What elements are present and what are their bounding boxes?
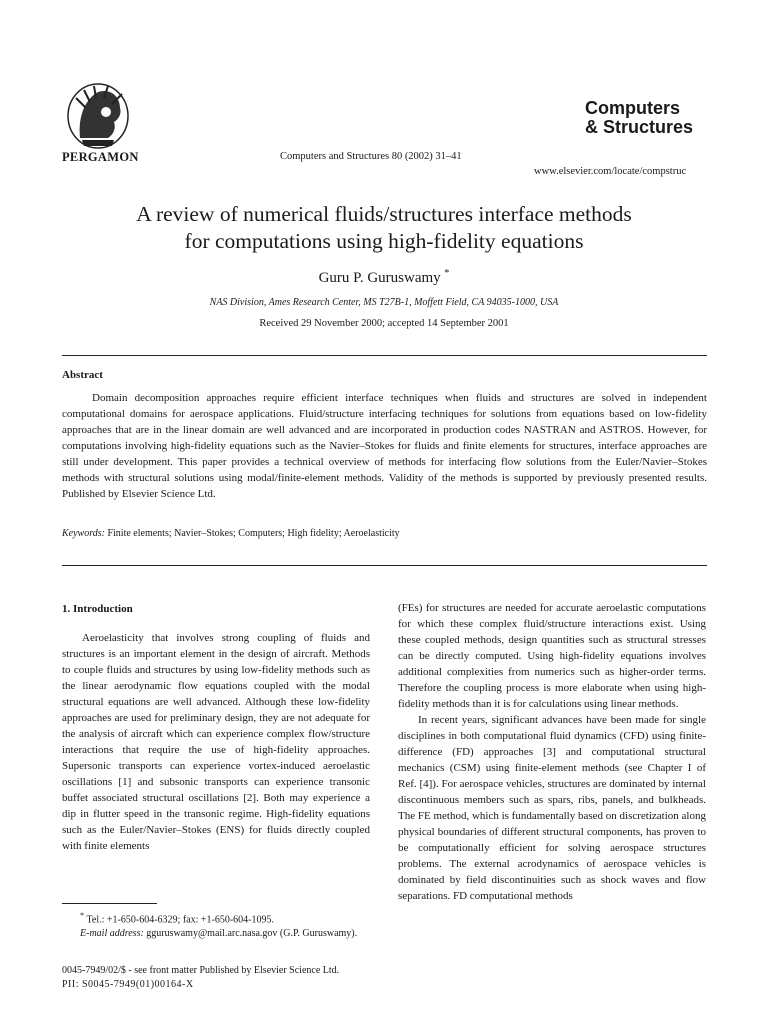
top-divider <box>62 355 707 356</box>
keywords-list: Finite elements; Navier–Stokes; Computers; High fidelity; Aeroelasticity <box>107 528 400 539</box>
brand-line-1: Computers <box>585 98 681 118</box>
footnote <box>62 909 370 941</box>
footnote-email-label: E-mail address: <box>80 928 144 940</box>
abstract-divider <box>62 565 707 566</box>
article-title <box>0 201 768 255</box>
author-affiliation: NAS Division, Ames Research Center, MS T27B-1, Moffett Field, CA 94035-1000, USA <box>209 297 559 308</box>
article-dates: Received 29 November 2000; accepted 14 September 2001 <box>259 318 509 329</box>
author-line <box>0 268 768 287</box>
journal-citation: Computers and Structures 80 (2002) 31–41 <box>280 151 462 162</box>
footnote-email[interactable]: gguruswamy@mail.arc.nasa.gov (G.P. Guruswamy). <box>146 928 358 940</box>
author-name: Guru P. Guruswamy <box>318 270 441 286</box>
right-column-paragraph-1: (FEs) for structures are needed for accurate aeroelastic computations for which these complex fluid/structure interactions exist. Using these coupled methods, design quantities such as structural stresses can be directly computed. Using high-fidelity equations involves additional complexities from numerics such as higher-order terms. Therefore the coupling process is more elaborate when using high-fidelity methods than it is for calculations using linear methods. <box>398 602 706 710</box>
footnote-mark: * <box>80 911 85 920</box>
front-matter-line: 0045-7949/02/$ - see front matter Published by Elsevier Science Ltd. <box>62 965 340 976</box>
publisher-name: PERGAMON <box>62 150 139 164</box>
footnote-divider <box>62 903 157 904</box>
journal-url[interactable]: www.elsevier.com/locate/compstruc <box>534 166 687 177</box>
author-footnote-mark[interactable]: * <box>444 268 450 279</box>
brand-line-2: & Structures <box>585 117 694 137</box>
section-heading: 1. Introduction <box>62 603 133 615</box>
keywords-label: Keywords: <box>62 528 105 539</box>
right-column-paragraph-2: In recent years, significant advances have been made for single disciplines in both computational fluid dynamics (CFD) using finite-difference (FD) approaches [3] and computational structural mechanics (CSM) using finite-element methods (see Chapter I of Ref. [4]). For aerospace vehicles, structures are dominated by internal discontinuous members such as spars, ribs, panels, and bulkheads. The FE method, which is fundamentally based on discretization along physical boundaries of different structural components, has proven to be computationally efficient for solving aerospace structures problems. The external acrodynamics of aerospace vehicles is dominated by field discontinuities such as shock waves and flow separations. FD computational methods <box>398 714 706 902</box>
journal-brand <box>585 99 693 137</box>
title-line-1: A review of numerical fluids/structures interface methods <box>136 202 632 226</box>
abstract-text: Domain decomposition approaches require efficient interface techniques when fluids and structures are solved in independent computational domains for aerospace applications. Fluid/structure interfacing techniques for solutions from equations based on low-fidelity approaches that are in the linear domain are well advanced and are incorporated in production codes NASTRAN and ASTROS. However, for computations involving high-fidelity equations such as the Navier–Stokes for fluids and finite elements for structures, interface approaches are still under development. This paper provides a technical overview of methods for interfacing flow solutions from the Euler/Navier–Stokes methods with structural solutions using modal/finite-element methods. Validity of the methods is supported by previously presented results. Published by Elsevier Science Ltd. <box>62 392 707 500</box>
left-column-paragraph: Aeroelasticity that involves strong coupling of fluids and structures is an important element in the design of aircraft. Methods to couple fluids and structures by using low-fidelity methods such as the linear aerodynamic flow equations coupled with the modal structural equations are well advanced. Although these low-fidelity approaches are used for preliminary design, they are not adequate for the analysis of aircraft which can experience complex flow/structure interactions that require the use of high-fidelity approaches. Supersonic transports can experience vortex-induced aeroelastic oscillations [1] and subsonic transports can experience transonic buffet associated structural oscillations [2]. Both may experience a dip in flutter speed in the transonic regime. High-fidelity equations such as the Euler/Navier–Stokes (ENS) for fluids directly coupled with finite elements <box>62 632 370 852</box>
title-line-2: for computations using high-fidelity equations <box>184 229 584 253</box>
keywords-line <box>62 528 400 539</box>
elsevier-tree-seal-icon <box>62 78 138 152</box>
abstract-heading: Abstract <box>62 369 103 381</box>
footnote-tel: Tel.: +1-650-604-6329; fax: +1-650-604-1095. <box>86 914 274 926</box>
right-column <box>398 600 706 904</box>
pii-line: PII: S0045-7949(01)00164-X <box>62 979 194 990</box>
